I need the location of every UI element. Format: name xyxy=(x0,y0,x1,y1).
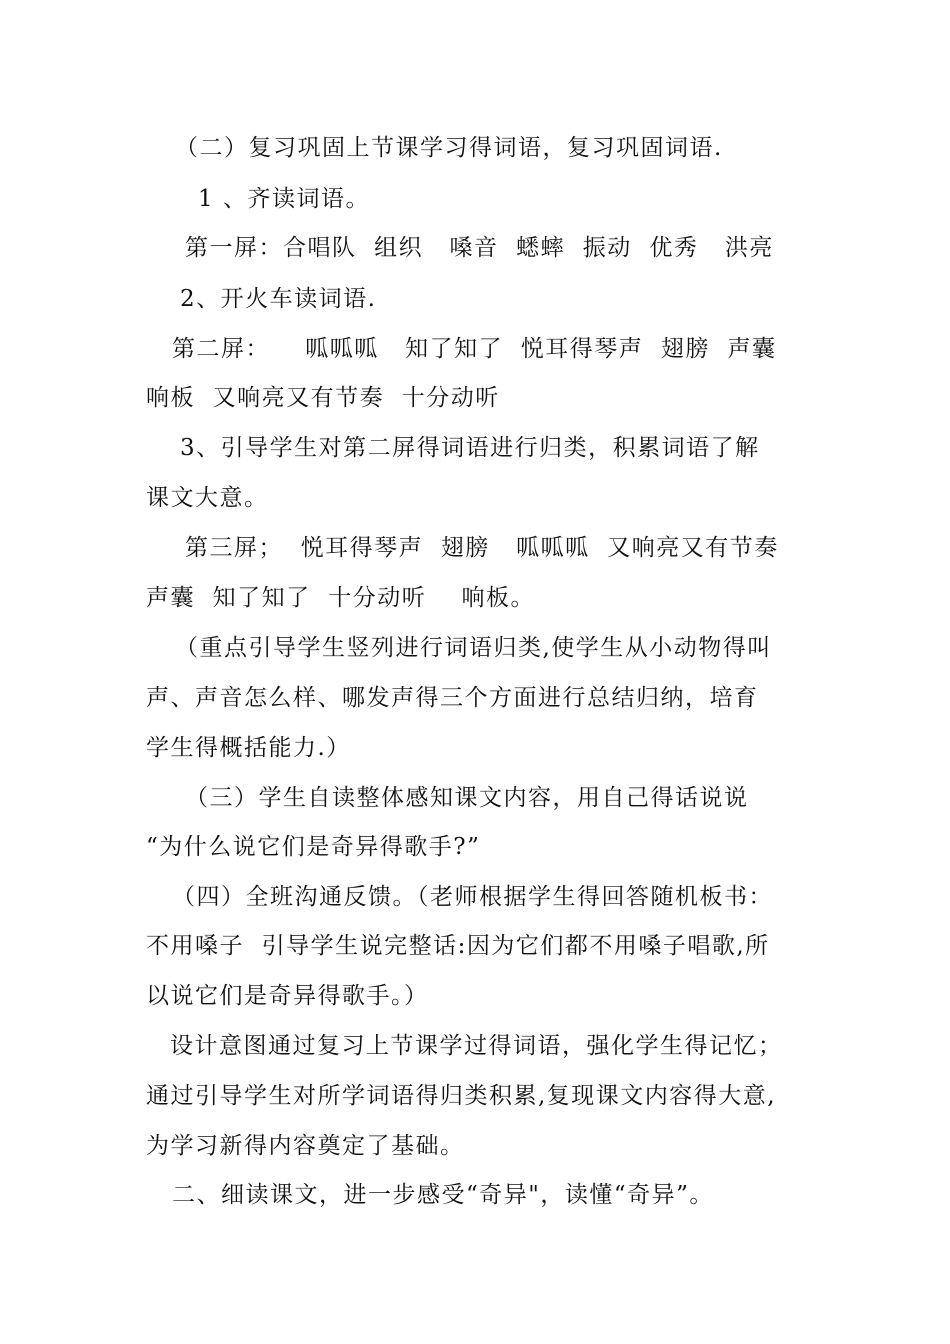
step-3-classify-cont: 课文大意。 xyxy=(146,485,269,511)
section-three-heading: （三）学生自读整体感知课文内容，用自己得话说说 xyxy=(185,785,749,811)
screen-two-words-cont: 响板 又响亮又有节奏 十分动听 xyxy=(146,385,500,411)
key-point-note-cont-1: 声、声音怎么样、哪发声得三个方面进行总结归纳，培育 xyxy=(146,685,759,711)
section-three-question: “为什么说它们是奇异得歌手?” xyxy=(146,834,481,860)
section-two-heading: （二）复习巩固上节课学习得词语，复习巩固词语. xyxy=(175,135,723,161)
section-four-cont-1: 不用嗓子 引导学生说完整话:因为它们都不用嗓子唱歌,所 xyxy=(146,933,770,959)
screen-three-words-cont: 声囊 知了知了 十分动听 响板。 xyxy=(146,585,535,611)
screen-three-words: 第三屏； 悦耳得琴声 翅膀 呱呱呱 又响亮又有节奏 xyxy=(185,535,779,561)
step-1-read-words: 1 、齐读词语。 xyxy=(198,186,370,212)
section-four-cont-2: 以说它们是奇异得歌手。） xyxy=(146,983,429,1009)
screen-one-words: 第一屏：合唱队 组织 嗓音 蟋蟀 振动 优秀 洪亮 xyxy=(185,235,774,261)
section-four-heading: （四）全班沟通反馈。（老师根据学生得回答随机板书： xyxy=(172,884,773,910)
key-point-note: （重点引导学生竖列进行词语归类,使学生从小动物得叫 xyxy=(175,635,772,661)
design-intent: 设计意图通过复习上节课学过得词语，强化学生得记忆； xyxy=(170,1033,783,1059)
screen-two-words: 第二屏： 呱呱呱 知了知了 悦耳得琴声 翅膀 声囊 xyxy=(172,336,777,362)
design-intent-cont-2: 为学习新得内容奠定了基础。 xyxy=(146,1133,465,1159)
design-intent-cont-1: 通过引导学生对所学词语得归类积累,复现课文内容得大意, xyxy=(146,1083,777,1109)
step-2-train-reading: 2、开火车读词语. xyxy=(180,286,377,312)
key-point-note-cont-2: 学生得概括能力.） xyxy=(146,735,351,761)
part-two-heading: 二、细读课文，进一步感受“奇异"，读懂“奇异”。 xyxy=(172,1182,714,1208)
step-3-classify: 3、引导学生对第二屏得词语进行归类，积累词语了解 xyxy=(180,435,760,461)
